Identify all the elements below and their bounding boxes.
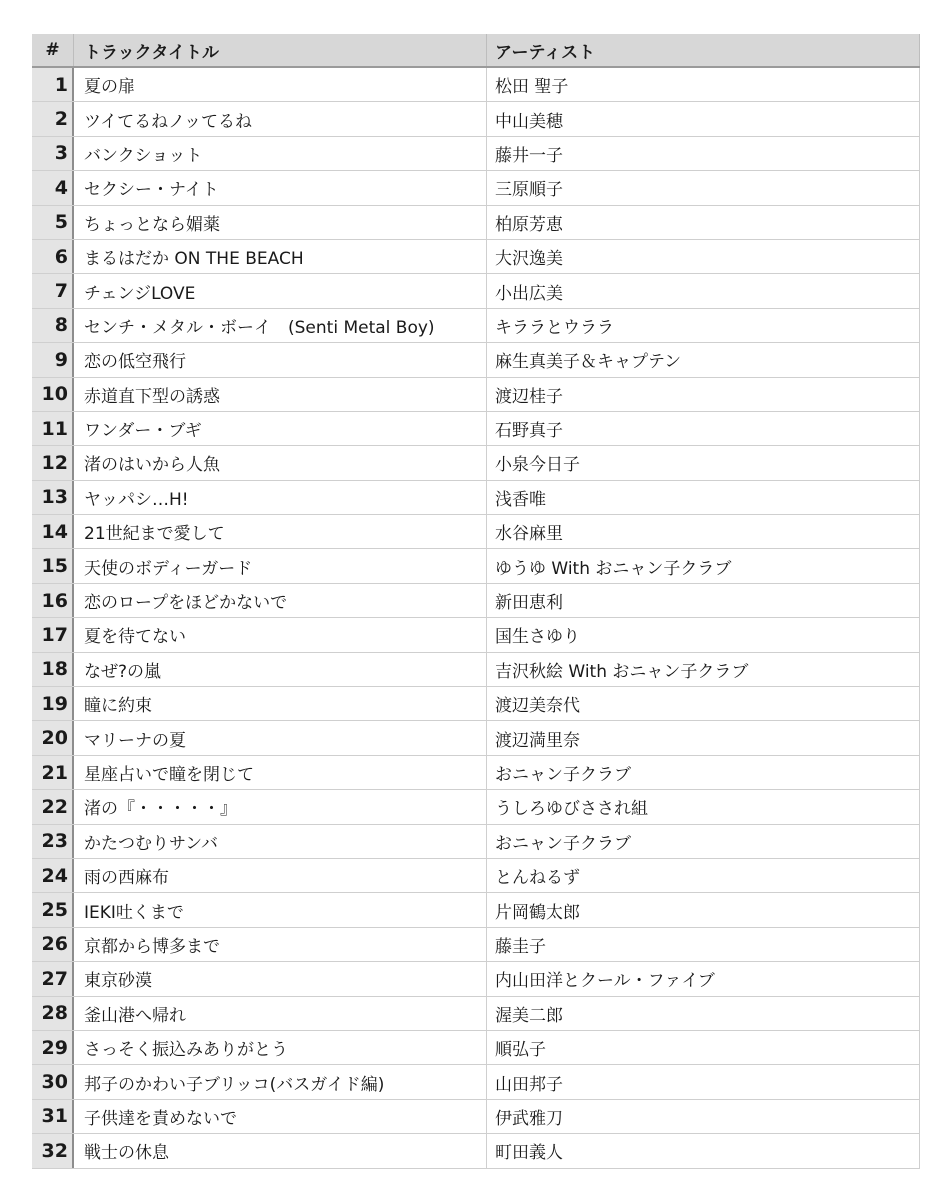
row-number: 26 bbox=[32, 928, 74, 961]
table-row bbox=[32, 378, 920, 412]
row-number: 14 bbox=[32, 515, 74, 548]
artist-cell: キララとウララ bbox=[487, 309, 920, 342]
table-body bbox=[32, 68, 920, 1169]
row-number: 11 bbox=[32, 412, 74, 445]
track-title-cell: ヤッパシ…H! bbox=[74, 481, 487, 514]
artist-cell: おニャン子クラブ bbox=[487, 756, 920, 789]
table-row bbox=[32, 137, 920, 171]
table-row bbox=[32, 997, 920, 1031]
track-title-cell: 戦士の休息 bbox=[74, 1134, 487, 1167]
artist-cell: 石野真子 bbox=[487, 412, 920, 445]
artist-cell: 大沢逸美 bbox=[487, 240, 920, 273]
table-row bbox=[32, 1134, 920, 1168]
artist-cell: 麻生真美子＆キャプテン bbox=[487, 343, 920, 376]
track-title-cell: 邦子のかわい子ブリッコ(バスガイド編) bbox=[74, 1065, 487, 1098]
track-title-cell: センチ・メタル・ボーイ (Senti Metal Boy) bbox=[74, 309, 487, 342]
table-row bbox=[32, 584, 920, 618]
row-number: 6 bbox=[32, 240, 74, 273]
row-number: 25 bbox=[32, 893, 74, 926]
artist-cell: ゆうゆ With おニャン子クラブ bbox=[487, 549, 920, 582]
artist-cell: 町田義人 bbox=[487, 1134, 920, 1167]
track-title-cell: 夏の扉 bbox=[74, 68, 487, 101]
track-title-cell: セクシー・ナイト bbox=[74, 171, 487, 204]
table-row bbox=[32, 206, 920, 240]
track-title-cell: 京都から博多まで bbox=[74, 928, 487, 961]
artist-cell: 松田 聖子 bbox=[487, 68, 920, 101]
track-title-cell: ワンダー・ブギ bbox=[74, 412, 487, 445]
track-table bbox=[32, 34, 920, 1169]
artist-cell: 中山美穂 bbox=[487, 102, 920, 135]
table-row bbox=[32, 171, 920, 205]
track-title-cell: 恋のロープをほどかないで bbox=[74, 584, 487, 617]
track-title-cell: バンクショット bbox=[74, 137, 487, 170]
artist-cell: 柏原芳恵 bbox=[487, 206, 920, 239]
header-artist: アーティスト bbox=[487, 34, 920, 66]
row-number: 2 bbox=[32, 102, 74, 135]
row-number: 22 bbox=[32, 790, 74, 823]
row-number: 30 bbox=[32, 1065, 74, 1098]
table-row bbox=[32, 481, 920, 515]
artist-cell: おニャン子クラブ bbox=[487, 825, 920, 858]
row-number: 21 bbox=[32, 756, 74, 789]
artist-cell: 藤井一子 bbox=[487, 137, 920, 170]
row-number: 19 bbox=[32, 687, 74, 720]
table-row bbox=[32, 1100, 920, 1134]
artist-cell: 渡辺美奈代 bbox=[487, 687, 920, 720]
artist-cell: 小泉今日子 bbox=[487, 446, 920, 479]
header-number: # bbox=[32, 34, 74, 66]
table-row bbox=[32, 790, 920, 824]
row-number: 15 bbox=[32, 549, 74, 582]
row-number: 13 bbox=[32, 481, 74, 514]
table-row bbox=[32, 549, 920, 583]
artist-cell: 山田邦子 bbox=[487, 1065, 920, 1098]
track-title-cell: 天使のボディーガード bbox=[74, 549, 487, 582]
table-row bbox=[32, 825, 920, 859]
track-title-cell: IEKI吐くまで bbox=[74, 893, 487, 926]
table-row bbox=[32, 515, 920, 549]
row-number: 12 bbox=[32, 446, 74, 479]
track-title-cell: チェンジLOVE bbox=[74, 274, 487, 307]
artist-cell: 渡辺桂子 bbox=[487, 378, 920, 411]
track-title-cell: 星座占いで瞳を閉じて bbox=[74, 756, 487, 789]
row-number: 8 bbox=[32, 309, 74, 342]
track-title-cell: なぜ?の嵐 bbox=[74, 653, 487, 686]
artist-cell: 順弘子 bbox=[487, 1031, 920, 1064]
track-title-cell: 雨の西麻布 bbox=[74, 859, 487, 892]
artist-cell: 三原順子 bbox=[487, 171, 920, 204]
track-title-cell: 瞳に約束 bbox=[74, 687, 487, 720]
table-row bbox=[32, 756, 920, 790]
row-number: 31 bbox=[32, 1100, 74, 1133]
track-title-cell: 恋の低空飛行 bbox=[74, 343, 487, 376]
table-row bbox=[32, 962, 920, 996]
row-number: 17 bbox=[32, 618, 74, 651]
row-number: 9 bbox=[32, 343, 74, 376]
artist-cell: 吉沢秋絵 With おニャン子クラブ bbox=[487, 653, 920, 686]
row-number: 10 bbox=[32, 378, 74, 411]
row-number: 3 bbox=[32, 137, 74, 170]
artist-cell: 水谷麻里 bbox=[487, 515, 920, 548]
track-title-cell: 子供達を責めないで bbox=[74, 1100, 487, 1133]
artist-cell: 小出広美 bbox=[487, 274, 920, 307]
artist-cell: 浅香唯 bbox=[487, 481, 920, 514]
row-number: 28 bbox=[32, 997, 74, 1030]
artist-cell: とんねるず bbox=[487, 859, 920, 892]
artist-cell: 伊武雅刀 bbox=[487, 1100, 920, 1133]
table-row bbox=[32, 412, 920, 446]
table-row bbox=[32, 1031, 920, 1065]
track-title-cell: 渚のはいから人魚 bbox=[74, 446, 487, 479]
track-title-cell: 渚の『・・・・・』 bbox=[74, 790, 487, 823]
table-row bbox=[32, 928, 920, 962]
artist-cell: うしろゆびさされ組 bbox=[487, 790, 920, 823]
header-track-title: トラックタイトル bbox=[74, 34, 487, 66]
artist-cell: 渥美二郎 bbox=[487, 997, 920, 1030]
table-row bbox=[32, 240, 920, 274]
table-row bbox=[32, 687, 920, 721]
row-number: 24 bbox=[32, 859, 74, 892]
row-number: 1 bbox=[32, 68, 74, 101]
table-row bbox=[32, 893, 920, 927]
row-number: 23 bbox=[32, 825, 74, 858]
table-header-row bbox=[32, 34, 920, 68]
table-row bbox=[32, 1065, 920, 1099]
track-title-cell: まるはだか ON THE BEACH bbox=[74, 240, 487, 273]
row-number: 5 bbox=[32, 206, 74, 239]
row-number: 16 bbox=[32, 584, 74, 617]
row-number: 18 bbox=[32, 653, 74, 686]
track-title-cell: 釜山港へ帰れ bbox=[74, 997, 487, 1030]
row-number: 7 bbox=[32, 274, 74, 307]
artist-cell: 片岡鶴太郎 bbox=[487, 893, 920, 926]
track-title-cell: かたつむりサンバ bbox=[74, 825, 487, 858]
table-row bbox=[32, 653, 920, 687]
table-row bbox=[32, 68, 920, 102]
table-row bbox=[32, 274, 920, 308]
track-title-cell: 21世紀まで愛して bbox=[74, 515, 487, 548]
table-row bbox=[32, 618, 920, 652]
track-title-cell: ツイてるねノッてるね bbox=[74, 102, 487, 135]
table-row bbox=[32, 446, 920, 480]
artist-cell: 国生さゆり bbox=[487, 618, 920, 651]
track-title-cell: ちょっとなら媚薬 bbox=[74, 206, 487, 239]
row-number: 20 bbox=[32, 721, 74, 754]
row-number: 29 bbox=[32, 1031, 74, 1064]
artist-cell: 藤圭子 bbox=[487, 928, 920, 961]
table-row bbox=[32, 343, 920, 377]
artist-cell: 新田恵利 bbox=[487, 584, 920, 617]
artist-cell: 渡辺満里奈 bbox=[487, 721, 920, 754]
row-number: 4 bbox=[32, 171, 74, 204]
track-title-cell: 東京砂漠 bbox=[74, 962, 487, 995]
track-title-cell: さっそく振込みありがとう bbox=[74, 1031, 487, 1064]
track-title-cell: 夏を待てない bbox=[74, 618, 487, 651]
row-number: 32 bbox=[32, 1134, 74, 1167]
artist-cell: 内山田洋とクール・ファイブ bbox=[487, 962, 920, 995]
table-row bbox=[32, 102, 920, 136]
table-row bbox=[32, 721, 920, 755]
track-title-cell: 赤道直下型の誘惑 bbox=[74, 378, 487, 411]
table-row bbox=[32, 309, 920, 343]
table-row bbox=[32, 859, 920, 893]
row-number: 27 bbox=[32, 962, 74, 995]
track-title-cell: マリーナの夏 bbox=[74, 721, 487, 754]
